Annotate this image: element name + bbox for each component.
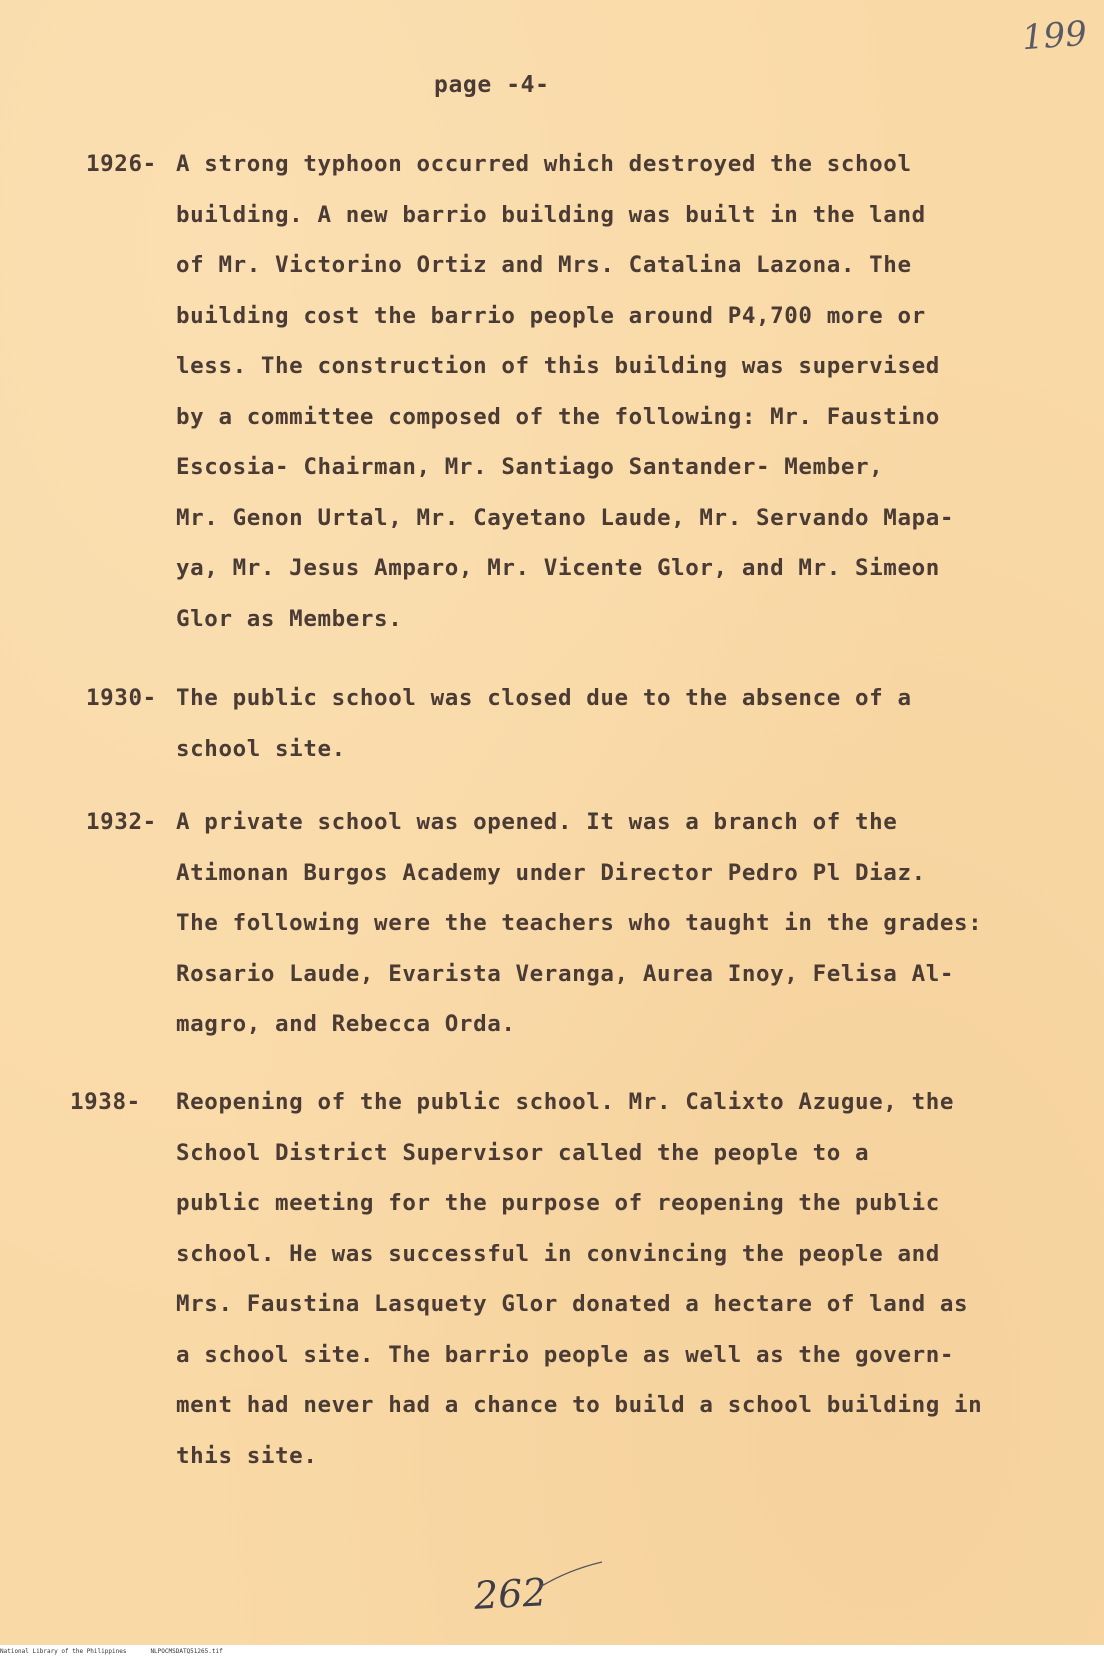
text-line: A strong typhoon occurred which destroyed the school [176,151,912,177]
text-line: Reopening of the public school. Mr. Calixto Azugue, the [176,1089,955,1115]
text-line: school. He was successful in convincing the people and [176,1240,940,1267]
text-line: this site. [176,1442,318,1469]
text-line: of Mr. Victorino Ortiz and Mrs. Catalina Lazona. The [176,252,912,278]
handwritten-folio-number: 262 [472,1570,548,1618]
text-line: less. The construction of this building was supervised [176,353,940,379]
pen-stroke-mark [538,1560,604,1590]
entry-year: 1932- [86,809,157,835]
text-line: School District Supervisor called the people to a [176,1139,870,1166]
entry-year: 1930- [86,685,157,711]
text-line: Escosia- Chairman, Mr. Santiago Santander- Member, [176,454,884,480]
entry-text [176,685,1056,786]
text-line: building. A new barrio building was built in the land [176,201,926,228]
text-line: magro, and Rebecca Orda. [176,1011,516,1037]
text-line: The following were the teachers who taught in the grades: [176,910,983,936]
text-line: Mrs. Faustina Lasquety Glor donated a hectare of land as [176,1291,969,1317]
institution-label: National Library of the Philippines [0,1648,127,1655]
text-line: Atimonan Burgos Academy under Director Pedro Pl Diaz. [176,859,926,886]
text-line: school site. [176,735,346,762]
text-line: Glor as Members. [176,605,403,632]
text-line: ment had never had a chance to build a school building in [176,1392,983,1418]
text-line: Mr. Genon Urtal, Mr. Cayetano Laude, Mr. Servando Mapa- [176,504,955,531]
text-line: ya, Mr. Jesus Amparo, Mr. Vicente Glor, and Mr. Simeon [176,555,940,581]
entry-text [176,809,1056,1062]
text-line: Rosario Laude, Evarista Veranga, Aurea Inoy, Felisa Al- [176,960,955,987]
text-line: public meeting for the purpose of reopening the public [176,1190,940,1216]
text-line: by a committee composed of the following: Mr. Faustino [176,403,940,430]
text-line: building cost the barrio people around P4,700 more or [176,302,926,329]
entry-text [176,1089,1056,1493]
text-line: A private school was opened. It was a branch of the [176,809,898,835]
handwritten-page-number: 199 [1020,13,1089,59]
scan-footer [0,1646,1104,1658]
entry-text [176,151,1056,656]
file-id-label: NLPOCMSDATQ51265.tif [150,1648,223,1655]
entry-year: 1938- [70,1089,141,1115]
page-heading: page -4- [434,72,550,98]
text-line: The public school was closed due to the absence of a [176,685,912,711]
entry-year: 1926- [86,151,157,177]
text-line: a school site. The barrio people as well as the govern- [176,1341,955,1368]
